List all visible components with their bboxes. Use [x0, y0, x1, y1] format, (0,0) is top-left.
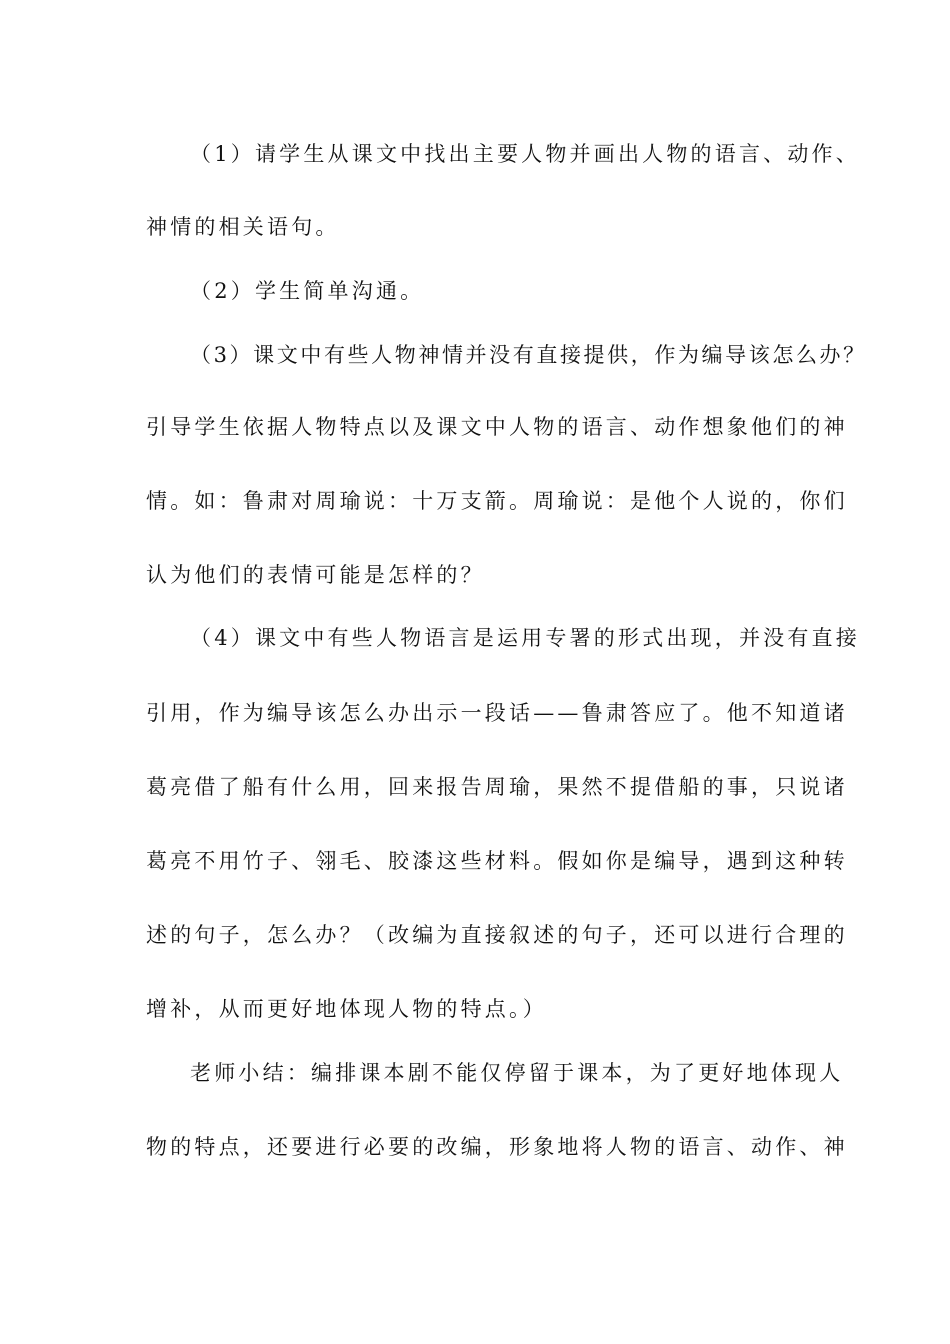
paragraph-1-line-1: （1）请学生从课文中找出主要人物并画出人物的语言、动作、	[190, 142, 860, 166]
paragraph-3-line-4: 认为他们的表情可能是怎样的？	[146, 563, 485, 587]
paragraph-3-line-3: 情。如：鲁肃对周瑜说：十万支箭。周瑜说：是他个人说的，你们	[146, 489, 848, 513]
paragraph-2-line-1: （2）学生简单沟通。	[190, 279, 425, 303]
paragraph-4-line-2: 引用，作为编导该怎么办出示一段话——鲁肃答应了。他不知道诸	[146, 701, 848, 725]
paragraph-4-line-3: 葛亮借了船有什么用，回来报告周瑜，果然不提借船的事，只说诸	[146, 775, 848, 799]
paragraph-4-line-5: 述的句子，怎么办？（改编为直接叙述的句子，还可以进行合理的	[146, 923, 848, 947]
paragraph-4-line-4: 葛亮不用竹子、翎毛、胶漆这些材料。假如你是编导，遇到这种转	[146, 849, 848, 873]
paragraph-4-line-1: （4）课文中有些人物语言是运用专署的形式出现，并没有直接	[190, 626, 860, 650]
paragraph-3-line-2: 引导学生依据人物特点以及课文中人物的语言、动作想象他们的神	[146, 415, 848, 439]
paragraph-3-line-1: （3）课文中有些人物神情并没有直接提供，作为编导该怎么办？	[190, 343, 867, 367]
paragraph-5-line-1: 老师小结：编排课本剧不能仅停留于课本，为了更好地体现人	[190, 1061, 844, 1085]
paragraph-5-line-2: 物的特点，还要进行必要的改编，形象地将人物的语言、动作、神	[146, 1135, 848, 1159]
paragraph-4-line-6: 增补，从而更好地体现人物的特点。）	[146, 997, 547, 1021]
paragraph-1-line-2: 神情的相关语句。	[146, 215, 340, 239]
